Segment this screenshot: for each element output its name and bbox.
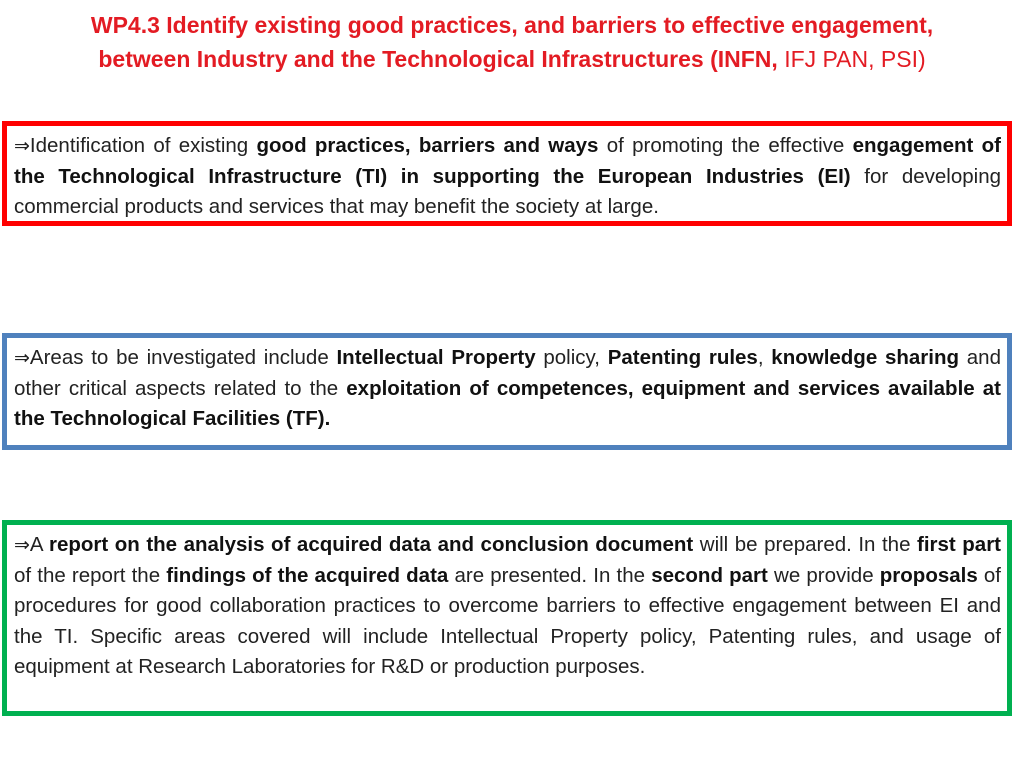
box2-text-4: and other critical aspects related to the [14,346,1001,400]
box3-text-3: of the report the [14,563,167,587]
box2-bold-1: Intellectual Property [336,346,536,369]
box3-text-4: are presented. In the [448,563,652,587]
slide-title [0,8,1024,76]
areas-box [2,333,1012,450]
box2-bold-3: knowledge sharing [771,346,960,369]
box3-bold-1: report on the analysis of acquired data and conclusion document [49,533,694,556]
box2-text-2: policy, [535,346,608,369]
arrow-right-icon: ⇒ [14,534,30,556]
box3-bold-3: findings of the acquired data [166,563,449,587]
title-line-2 [0,42,1024,76]
arrow-right-icon: ⇒ [14,347,30,369]
title-line-2-regular: IFJ PAN, PSI) [784,46,926,72]
identification-box [2,121,1012,226]
report-box [2,520,1012,716]
box2-bold-4: exploitation of competences, equipment and services available at the Technological Facilities (TF). [14,376,1001,430]
box1-bold-1: good practices, barriers and ways [256,134,599,157]
box3-text-6: of procedures for good collaboration practices to overcome barriers to effective engagement between EI and the TI. Specific areas covered will include Intellectual Property policy, Patenting rules, and usage of equipment at Research Laboratories for R&D or production purposes. [14,563,1002,678]
box1-text-1: Identification of existing [29,134,257,157]
box1-bold-2: engagement of the Technological Infrastructure (TI) in supporting the European Industries (EI) [14,134,1001,188]
box2-text-3: , [757,346,772,369]
arrow-right-icon: ⇒ [14,135,30,157]
box2-bold-2: Patenting rules [607,346,758,369]
box3-text-2: will be prepared. In the [693,533,918,556]
box1-text-3: for developing commercial products and services that may benefit the society at large. [14,164,1002,218]
box3-bold-2: first part [917,533,1001,556]
box3-text-1: A [29,533,49,556]
box1-text-2: of promoting the effective [598,134,853,157]
title-line-1: WP4.3 Identify existing good practices, and barriers to effective engagement, [90,12,934,38]
box3-bold-5: proposals [879,563,978,587]
box2-text-1: Areas to be investigated include [29,346,337,369]
box3-text-5: we provide [767,563,880,587]
box3-bold-4: second part [651,563,768,587]
title-line-2-bold: between Industry and the Technological Infrastructures (INFN, [98,46,785,72]
